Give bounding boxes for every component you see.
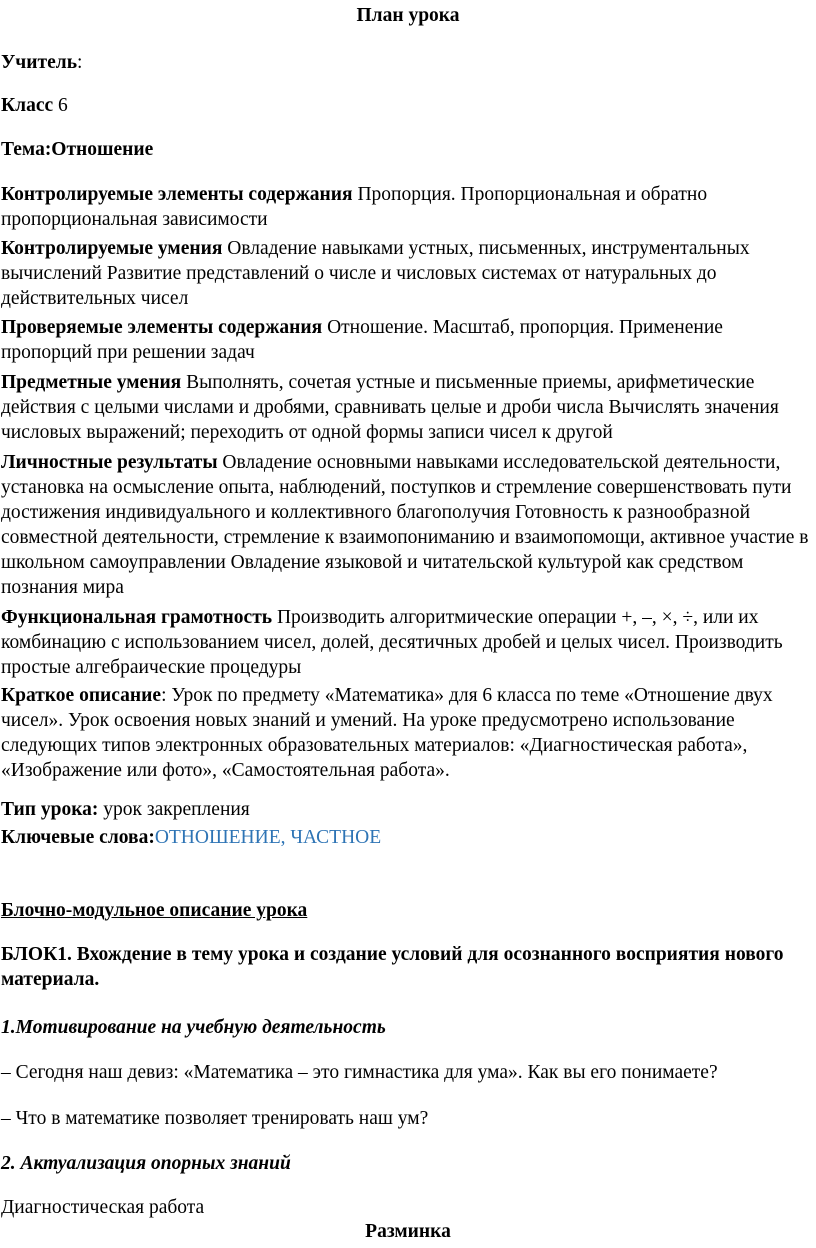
controlled-content-text: Пропорция. Пропорциональная и обратно пропорциональная зависимости <box>1 184 708 230</box>
topic-line <box>1 137 816 162</box>
controlled-skills-paragraph <box>1 236 816 311</box>
personal-results-paragraph <box>1 450 816 600</box>
block-heading: Блочно-модульное описание урока <box>1 900 308 921</box>
class-line <box>1 93 816 118</box>
controlled-content-paragraph <box>1 182 816 232</box>
personal-results-label: Личностные результаты <box>1 452 218 473</box>
controlled-content-label: Контролируемые элементы содержания <box>1 184 353 205</box>
page-title: План урока <box>356 5 460 26</box>
functional-literacy-paragraph <box>1 605 816 680</box>
keywords-text: ОТНОШЕНИЕ, ЧАСТНОЕ <box>154 827 382 848</box>
checked-content-text: Отношение. Масштаб, пропорция. Применение пропорций при решении задач <box>1 317 723 363</box>
keywords-line <box>1 825 816 850</box>
teacher-sep: : <box>77 52 83 73</box>
controlled-skills-text: Овладение навыками устных, письменных, инструментальных вычислений Развитие представлений о числе и числовых системах от натуральных до действительных чисел <box>1 238 750 309</box>
motivation-line-2: – Что в математике позволяет тренировать наш ум? <box>1 1108 429 1129</box>
subject-skills-text: Выполнять, сочетая устные и письменные приемы, арифметические действия с целыми числами и дробями, сравнивать целые и дроби числа Вычислять значения числовых выражений; переходить от одной формы записи чисел к другой <box>1 372 779 443</box>
summary-text: : Урок по предмету «Математика» для 6 класса по теме «Отношение двух чисел». Урок освоения новых знаний и умений. На уроке предусмотрено использование следующих типов электронных образовательных материалов: «Диагностическая работа», «Изображение или фото», «Самостоятельная работа». <box>1 685 773 781</box>
teacher-line <box>1 50 816 75</box>
checked-content-label: Проверяемые элементы содержания <box>1 317 323 338</box>
warmup-heading: Разминка <box>365 1221 451 1242</box>
subject-skills-label: Предметные умения <box>1 372 182 393</box>
section2-heading: 2. Актуализация опорных знаний <box>1 1153 291 1174</box>
teacher-label: Учитель <box>1 52 78 73</box>
class-value: 6 <box>53 95 68 116</box>
class-label: Класс <box>1 95 54 116</box>
summary-label: Краткое описание <box>1 685 162 706</box>
lesson-type-label: Тип урока: <box>1 799 99 820</box>
motivation-line-1: – Сегодня наш девиз: «Математика – это гимнастика для ума». Как вы его понимаете? <box>1 1062 718 1083</box>
summary-paragraph <box>1 683 816 783</box>
block1-heading: БЛОК1. Вхождение в тему урока и создание условий для осознанного восприятия нового материала. <box>1 944 784 990</box>
lesson-type-line <box>1 797 816 822</box>
diagnostic-work-line: Диагностическая работа <box>1 1197 205 1218</box>
topic-label: Тема:Отношение <box>1 139 154 160</box>
personal-results-text: Овладение основными навыками исследовательской деятельности, установка на осмысление опыта, наблюдений, поступков и стремление совершенствовать пути достижения индивидуального и коллективного благополучия Готовность к разнообразной совместной деятельности, стремление к взаимопониманию и взаимопомощи, активное участие в школьном самоуправлении Овладение языковой и читательской культурой как средством познания мира <box>1 452 809 598</box>
section1-heading: 1.Мотивирование на учебную деятельность <box>1 1017 386 1038</box>
functional-literacy-text: Производить алгоритмические операции +, –, ×, ÷, или их комбинацию с использованием чисел, долей, десятичных дробей и целых чисел. Производить простые алгебраические процедуры <box>1 607 783 678</box>
controlled-skills-label: Контролируемые умения <box>1 238 223 259</box>
subject-skills-paragraph <box>1 370 816 445</box>
checked-content-paragraph <box>1 315 816 365</box>
functional-literacy-label: Функциональная грамотность <box>1 607 273 628</box>
keywords-label: Ключевые слова: <box>1 827 155 848</box>
lesson-type-text: урок закрепления <box>98 799 250 820</box>
